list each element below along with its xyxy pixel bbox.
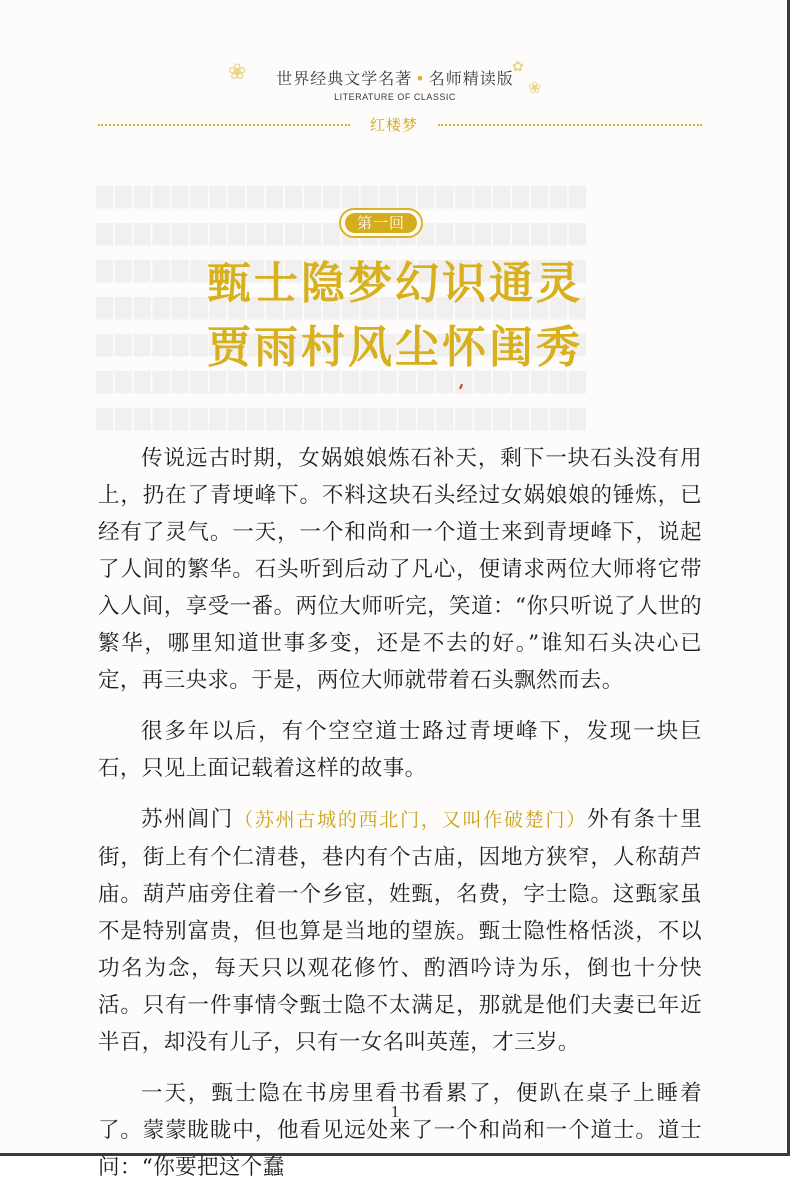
paragraph-3-start: 苏州阊门 bbox=[141, 807, 235, 832]
paragraph-3 bbox=[98, 801, 702, 1061]
chapter-title-line-2: 贾雨村风尘怀闺秀 bbox=[207, 322, 583, 373]
series-title bbox=[0, 66, 790, 89]
series-title-cn: 世界经典文学名著 bbox=[276, 69, 413, 88]
annotation-note: （苏州古城的西北门，又叫作破楚门） bbox=[234, 809, 588, 831]
ink-mark bbox=[459, 384, 463, 389]
series-subtitle: 名师精读版 bbox=[428, 69, 514, 88]
flower-ornament-icon: ✿ bbox=[512, 59, 524, 75]
flower-ornament-icon: ❀ bbox=[528, 78, 542, 97]
paragraph-3-rest: 外有条十里街，街上有个仁清巷，巷内有个古庙，因地方狭窄，人称葫芦庙。葫芦庙旁住着一个乡宦，姓甄，名费，字士隐。这甄家虽不是特别富贵，但也算是当地的望族。甄士隐性格恬淡，不以功名为念，每天只以观花修竹、酌酒吟诗为乐，倒也十分快活。只有一件事情令甄士隐不太满足，那就是他们夫妻已年近半百，却没有儿子，只有一女名叫英莲，才三岁。 bbox=[98, 807, 702, 1055]
chapter-title-line-1: 甄士隐梦幻识通灵 bbox=[207, 258, 583, 309]
paragraph-1: 传说远古时期，女娲娘娘炼石补天，剩下一块石头没有用上，扔在了青埂峰下。不料这块石头经过女娲娘娘的锤炼，已经有了灵气。一天，一个和尚和一个道士来到青埂峰下，说起了人间的繁华。石头听到后动了凡心，便请求两位大师将它带入人间，享受一番。两位大师听完，笑道：“你只听说了人世的繁华，哪里知道世事多变，还是不去的好。”谁知石头决心已定，再三央求。于是，两位大师就带着石头飘然而去。 bbox=[98, 446, 702, 693]
paragraph-4: 一天，甄士隐在书房里看书看累了，便趴在桌子上睡着了。蒙蒙眬眬中，他看见远处来了一个和尚和一个道士。道士问：“你要把这个蠢 bbox=[98, 1081, 702, 1180]
chapter-badge bbox=[339, 208, 423, 238]
header-divider-left bbox=[98, 124, 350, 126]
flower-ornament-icon: ❀ bbox=[228, 60, 247, 85]
series-separator: • bbox=[415, 69, 426, 88]
chapter-label: 第一回 bbox=[345, 213, 417, 233]
paragraph-2: 很多年以后，有个空空道士路过青埂峰下，发现一块巨石，只见上面记载着这样的故事。 bbox=[98, 719, 702, 781]
header-divider-right bbox=[438, 124, 702, 126]
page-number: 1 bbox=[390, 1102, 400, 1121]
body-text bbox=[98, 440, 702, 1200]
book-title: 红楼梦 bbox=[369, 116, 418, 134]
series-english: LITERATURE OF CLASSIC bbox=[334, 92, 456, 102]
